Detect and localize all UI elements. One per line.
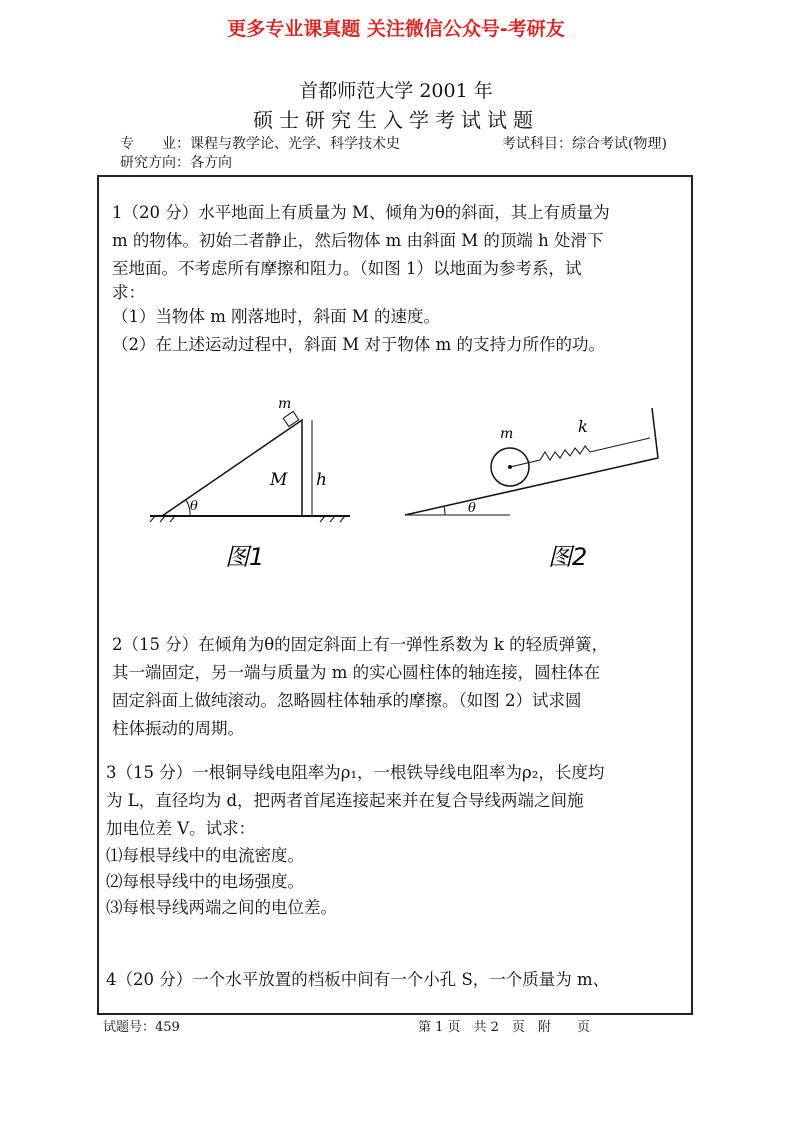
title-line1: 首都师范大学 2001 年 (299, 80, 493, 102)
line: 求： (112, 283, 145, 302)
line: ⑵每根导线中的电场强度。 (106, 872, 304, 891)
figure-1-caption: 图1 (225, 543, 265, 571)
label-k: k (578, 417, 588, 436)
banner: 更多专业课真题 关注微信公众号-考研友 (227, 18, 565, 40)
label-M: M (270, 470, 288, 490)
label-m: m (278, 396, 292, 412)
line: 柱体振动的周期。 (112, 719, 244, 738)
line: （2）在上述运动过程中，斜面 M 对于物体 m 的支持力所作的功。 (112, 335, 606, 354)
line: ⑴每根导线中的电流密度。 (106, 846, 304, 865)
figure-1 (140, 390, 370, 590)
line: 3（15 分）一根铜导线电阻率为ρ₁，一根铁导线电阻率为ρ₂，长度均 (106, 763, 605, 782)
line: 2（15 分）在倾角为θ的固定斜面上有一弹性系数为 k 的轻质弹簧， (112, 635, 609, 654)
question-4 (106, 966, 609, 994)
question-1 (112, 199, 610, 359)
title-line2: 硕士研究生入学考试试题 (253, 108, 539, 132)
direction: 研究方向：各方向 (120, 155, 232, 171)
label-h: h (316, 470, 327, 490)
page-info: 第 1 页 共 2 页 附 页 (418, 1020, 590, 1035)
line: 固定斜面上做纯滚动。忽略圆柱体轴承的摩擦。（如图 2）试求圆 (112, 691, 582, 710)
question-3 (106, 759, 604, 921)
label-theta: θ (468, 501, 476, 516)
line: 至地面。不考虑所有摩擦和阻力。（如图 1）以地面为参考系，试 (112, 259, 582, 278)
line: 4（20 分）一个水平放置的档板中间有一个小孔 S，一个质量为 m、 (106, 970, 610, 989)
label-m: m (500, 426, 514, 442)
line: 1（20 分）水平地面上有质量为 M、倾角为θ的斜面，其上有质量为 (112, 203, 610, 222)
line: m 的物体。初始二者静止，然后物体 m 由斜面 M 的顶端 h 处滑下 (112, 231, 604, 250)
subject: 考试科目：综合考试(物理) (502, 136, 667, 152)
major: 专 业：课程与教学论、光学、科学技术史 (120, 136, 400, 152)
exam-code: 试题号：459 (103, 1020, 180, 1035)
line: ⑶每根导线两端之间的电位差。 (106, 898, 337, 917)
line: （1）当物体 m 刚落地时，斜面 M 的速度。 (112, 307, 441, 326)
line: 其一端固定，另一端与质量为 m 的实心圆柱体的轴连接，圆柱体在 (112, 663, 601, 682)
label-theta: θ (190, 499, 198, 514)
question-2 (112, 631, 608, 743)
line: 为 L，直径均为 d，把两者首尾连接起来并在复合导线两端之间施 (106, 791, 584, 810)
figure-2-caption: 图2 (548, 543, 588, 571)
line: 加电位差 V。试求： (106, 819, 256, 838)
figure-2 (400, 400, 670, 590)
